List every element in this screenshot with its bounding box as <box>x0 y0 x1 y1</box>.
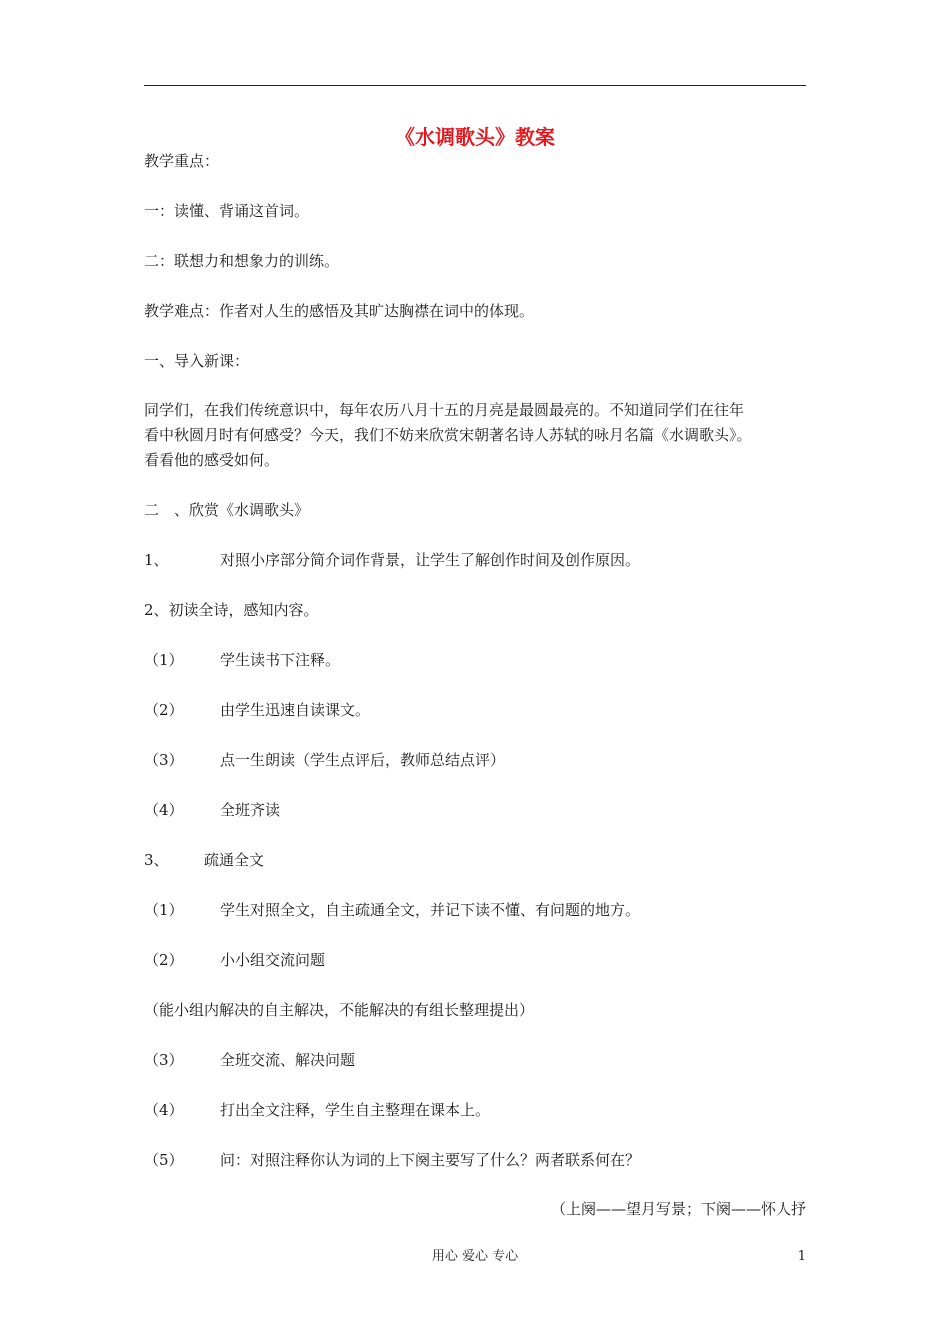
difficulty-line: 教学难点：作者对人生的感悟及其旷达胸襟在词中的体现。 <box>144 302 535 320</box>
focus-item-2: 二：联想力和想象力的训练。 <box>144 252 340 270</box>
list-item <box>144 650 808 670</box>
list-item <box>144 700 808 720</box>
page-number: 1 <box>797 1249 806 1264</box>
list-item-number: （5） <box>144 1151 184 1169</box>
list-item-number: （3） <box>144 751 184 769</box>
intro-paragraph <box>144 398 808 473</box>
list-item-text: 学生对照全文，自主疏通全文，并记下读不懂、有问题的地方。 <box>220 901 641 919</box>
list-item <box>144 800 808 820</box>
step1-number: 1、 <box>144 551 169 569</box>
part1-heading: 一、导入新课： <box>144 352 250 370</box>
list-item <box>144 750 808 770</box>
step1-text: 对照小序部分简介词作背景，让学生了解创作时间及创作原因。 <box>220 551 641 569</box>
list-item <box>144 1150 808 1170</box>
list-item <box>144 950 808 970</box>
list-item-text: 点一生朗读（学生点评后，教师总结点评） <box>220 751 506 769</box>
header-rule <box>144 85 806 86</box>
list-item-text: 全班齐读 <box>220 801 281 819</box>
part2-heading: 二 、欣赏《水调歌头》 <box>144 501 310 519</box>
step3-number: 3、 <box>144 851 169 869</box>
answer-line: （上阕——望月写景；下阕——怀人抒 <box>550 1200 806 1218</box>
list-item <box>144 1100 808 1120</box>
focus-heading: 教学重点： <box>144 152 220 170</box>
list-item-number: （1） <box>144 901 184 919</box>
document-title: 《水调歌头》教案 <box>395 125 555 149</box>
footer-motto: 用心 爱心 专心 <box>431 1249 519 1264</box>
step3-note: （能小组内解决的自主解决，不能解决的有组长整理提出） <box>144 1001 535 1019</box>
step1-line <box>144 550 808 570</box>
intro-line: 同学们，在我们传统意识中，每年农历八月十五的月亮是最圆最亮的。不知道同学们在往年 <box>144 401 745 419</box>
intro-line: 看中秋圆月时有何感受？今天，我们不妨来欣赏宋朝著名诗人苏轼的咏月名篇《水调歌头》。 <box>144 426 752 444</box>
list-item-text: 全班交流、解决问题 <box>220 1051 356 1069</box>
list-item-text: 由学生迅速自读课文。 <box>220 701 371 719</box>
list-item-text: 问：对照注释你认为词的上下阕主要写了什么？两者联系何在？ <box>220 1151 641 1169</box>
list-item-text: 打出全文注释，学生自主整理在课本上。 <box>220 1101 491 1119</box>
list-item-number: （2） <box>144 951 184 969</box>
list-item <box>144 900 808 920</box>
list-item-number: （2） <box>144 701 184 719</box>
list-item-number: （4） <box>144 801 184 819</box>
list-item <box>144 1050 808 1070</box>
list-item-text: 学生读书下注释。 <box>220 651 341 669</box>
step3-text: 疏通全文 <box>204 851 265 869</box>
step3-line <box>144 850 808 870</box>
intro-line: 看看他的感受如何。 <box>144 451 280 469</box>
step2-line: 2、初读全诗，感知内容。 <box>144 601 319 619</box>
list-item-number: （3） <box>144 1051 184 1069</box>
focus-item-1: 一：读懂、背诵这首词。 <box>144 202 310 220</box>
list-item-text: 小小组交流问题 <box>220 951 326 969</box>
list-item-number: （1） <box>144 651 184 669</box>
list-item-number: （4） <box>144 1101 184 1119</box>
